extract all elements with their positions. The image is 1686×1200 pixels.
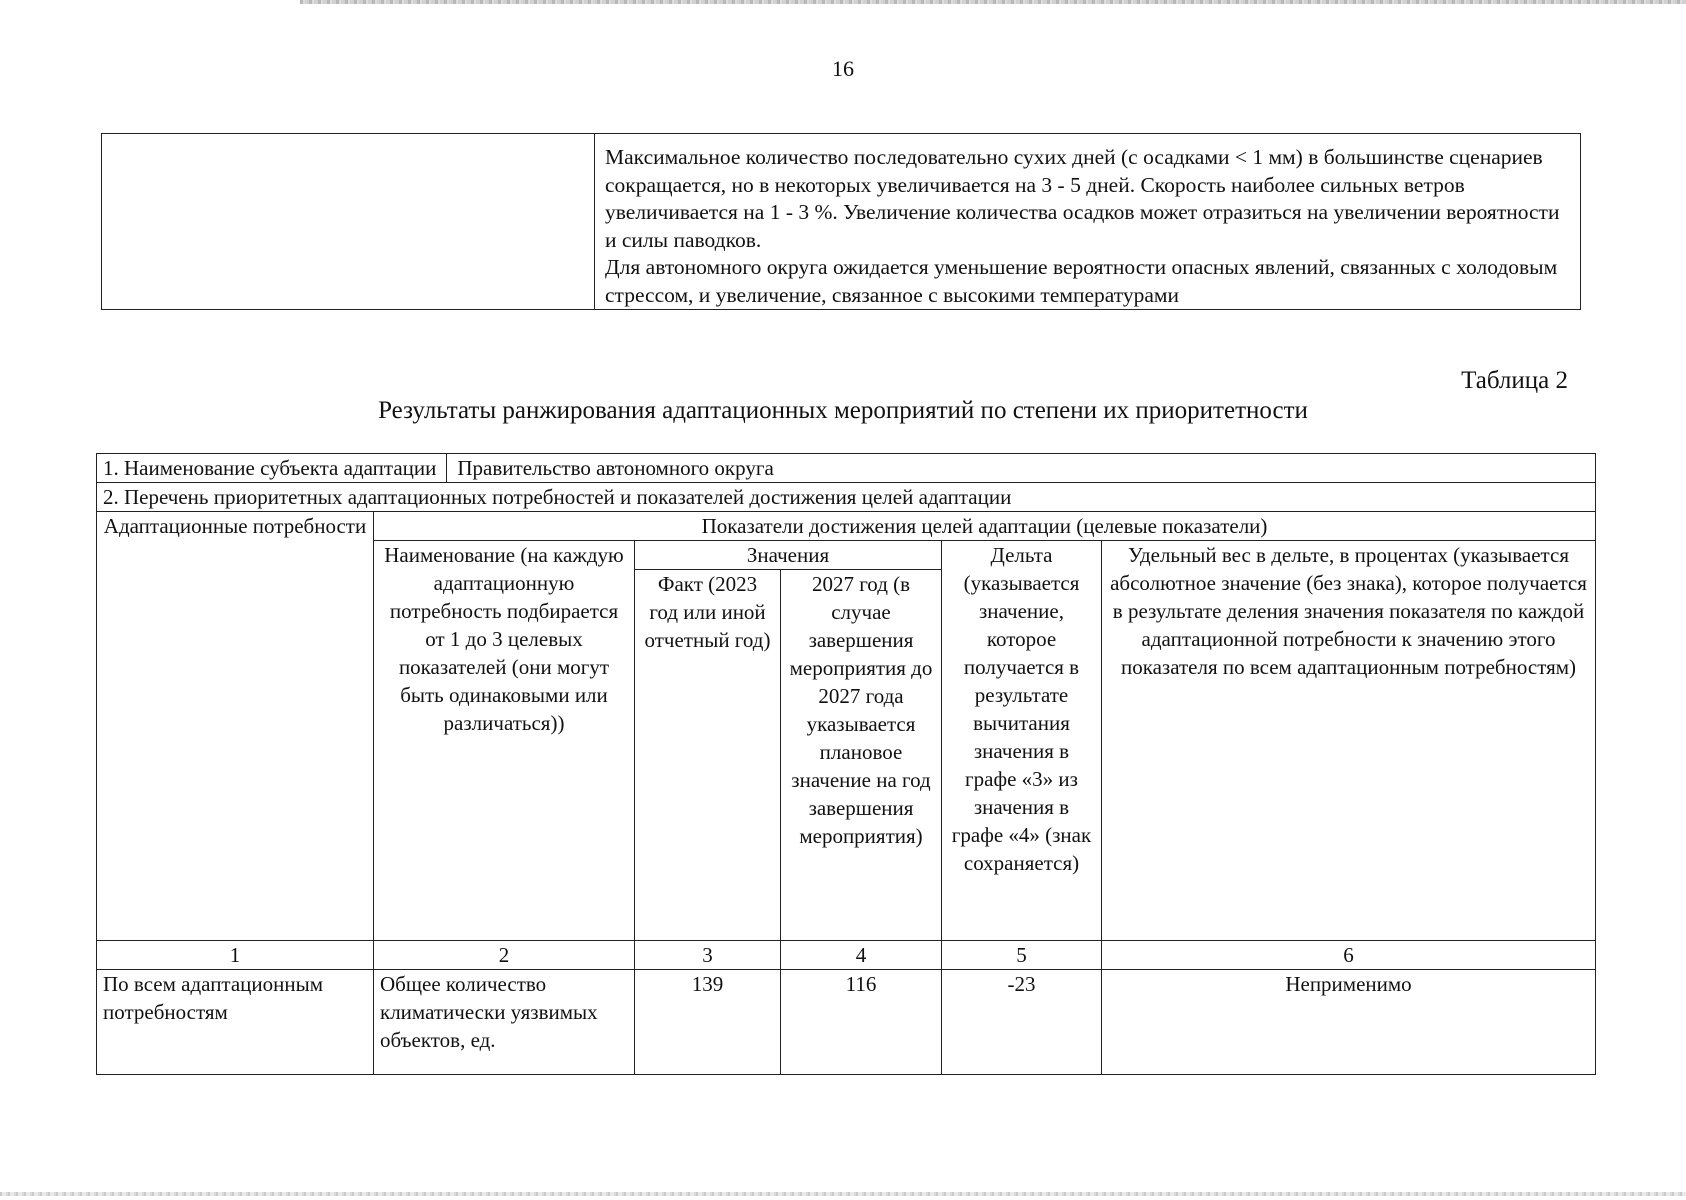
ranking-table [96,453,1596,1075]
row-weight: Неприменимо [1102,970,1596,1075]
continuation-table [101,133,1581,310]
section-2-row [97,483,1596,512]
row-plan: 116 [781,970,942,1075]
continuation-text-cell [595,134,1581,310]
subject-row [97,454,1596,483]
subject-value: Правительство автономного округа [457,456,774,480]
column-number: 5 [942,941,1102,970]
table-title: Результаты ранжирования адаптационных мероприятий по степени их приоритетности [378,397,1308,424]
continuation-empty-cell [102,134,595,310]
column-number: 6 [1102,941,1596,970]
header-plan: 2027 год (в случае завершения мероприятия до 2027 года указывается плановое значение на год завершения мероприятия) [781,570,942,941]
header-name: Наименование (на каждую адаптационную потребность подбирается от 1 до 3 целевых показателей (они могут быть одинаковыми или различаться)) [374,541,635,941]
section-2-heading: 2. Перечень приоритетных адаптационных потребностей и показателей достижения целей адаптации [97,483,1596,512]
header-needs: Адаптационные потребности [97,512,374,941]
continuation-paragraph-2: Для автономного округа ожидается уменьшение вероятности опасных явлений, связанных с холодовым стрессом, и увеличение, связанное с высокими температурами [605,255,1558,307]
column-number: 1 [97,941,374,970]
page-number: 16 [832,56,854,81]
header-values: Значения [635,541,942,570]
row-need: По всем адаптационным потребностям [97,970,374,1075]
header-row-1 [97,512,1596,541]
scan-edge-bottom [0,1192,1686,1196]
column-numbers-row [97,941,1596,970]
column-number: 3 [635,941,781,970]
table-caption: Таблица 2 [1461,367,1568,394]
continuation-paragraph-1: Максимальное количество последовательно сухих дней (с осадками < 1 мм) в большинстве сценариев сокращается, но в некоторых увеличивается на 3 - 5 дней. Скорость наиболее сильных ветров увеличивается на 1 - 3 %. Увеличение количества осадков может отразиться на увеличении вероятности и силы паводков. [605,145,1560,252]
header-fact: Факт (2023 год или иной отчетный год) [635,570,781,941]
header-delta: Дельта (указывается значение, которое получается в результате вычитания значения в графе «3» из значения в графе «4» (знак сохраняется) [942,541,1102,941]
row-fact: 139 [635,970,781,1075]
header-indicators: Показатели достижения целей адаптации (целевые показатели) [374,512,1596,541]
header-weight: Удельный вес в дельте, в процентах (указывается абсолютное значение (без знака), которое получается в результате деления значения показателя по каждой адаптационной потребности к значению этого показателя по всем адаптационным потребностям) [1102,541,1596,941]
subject-label: 1. Наименование субъекта адаптации [103,454,447,482]
column-number: 4 [781,941,942,970]
row-indicator: Общее количество климатически уязвимых объектов, ед. [374,970,635,1075]
scan-edge-top [300,0,1686,4]
table-row [97,970,1596,1075]
column-number: 2 [374,941,635,970]
row-delta: -23 [942,970,1102,1075]
